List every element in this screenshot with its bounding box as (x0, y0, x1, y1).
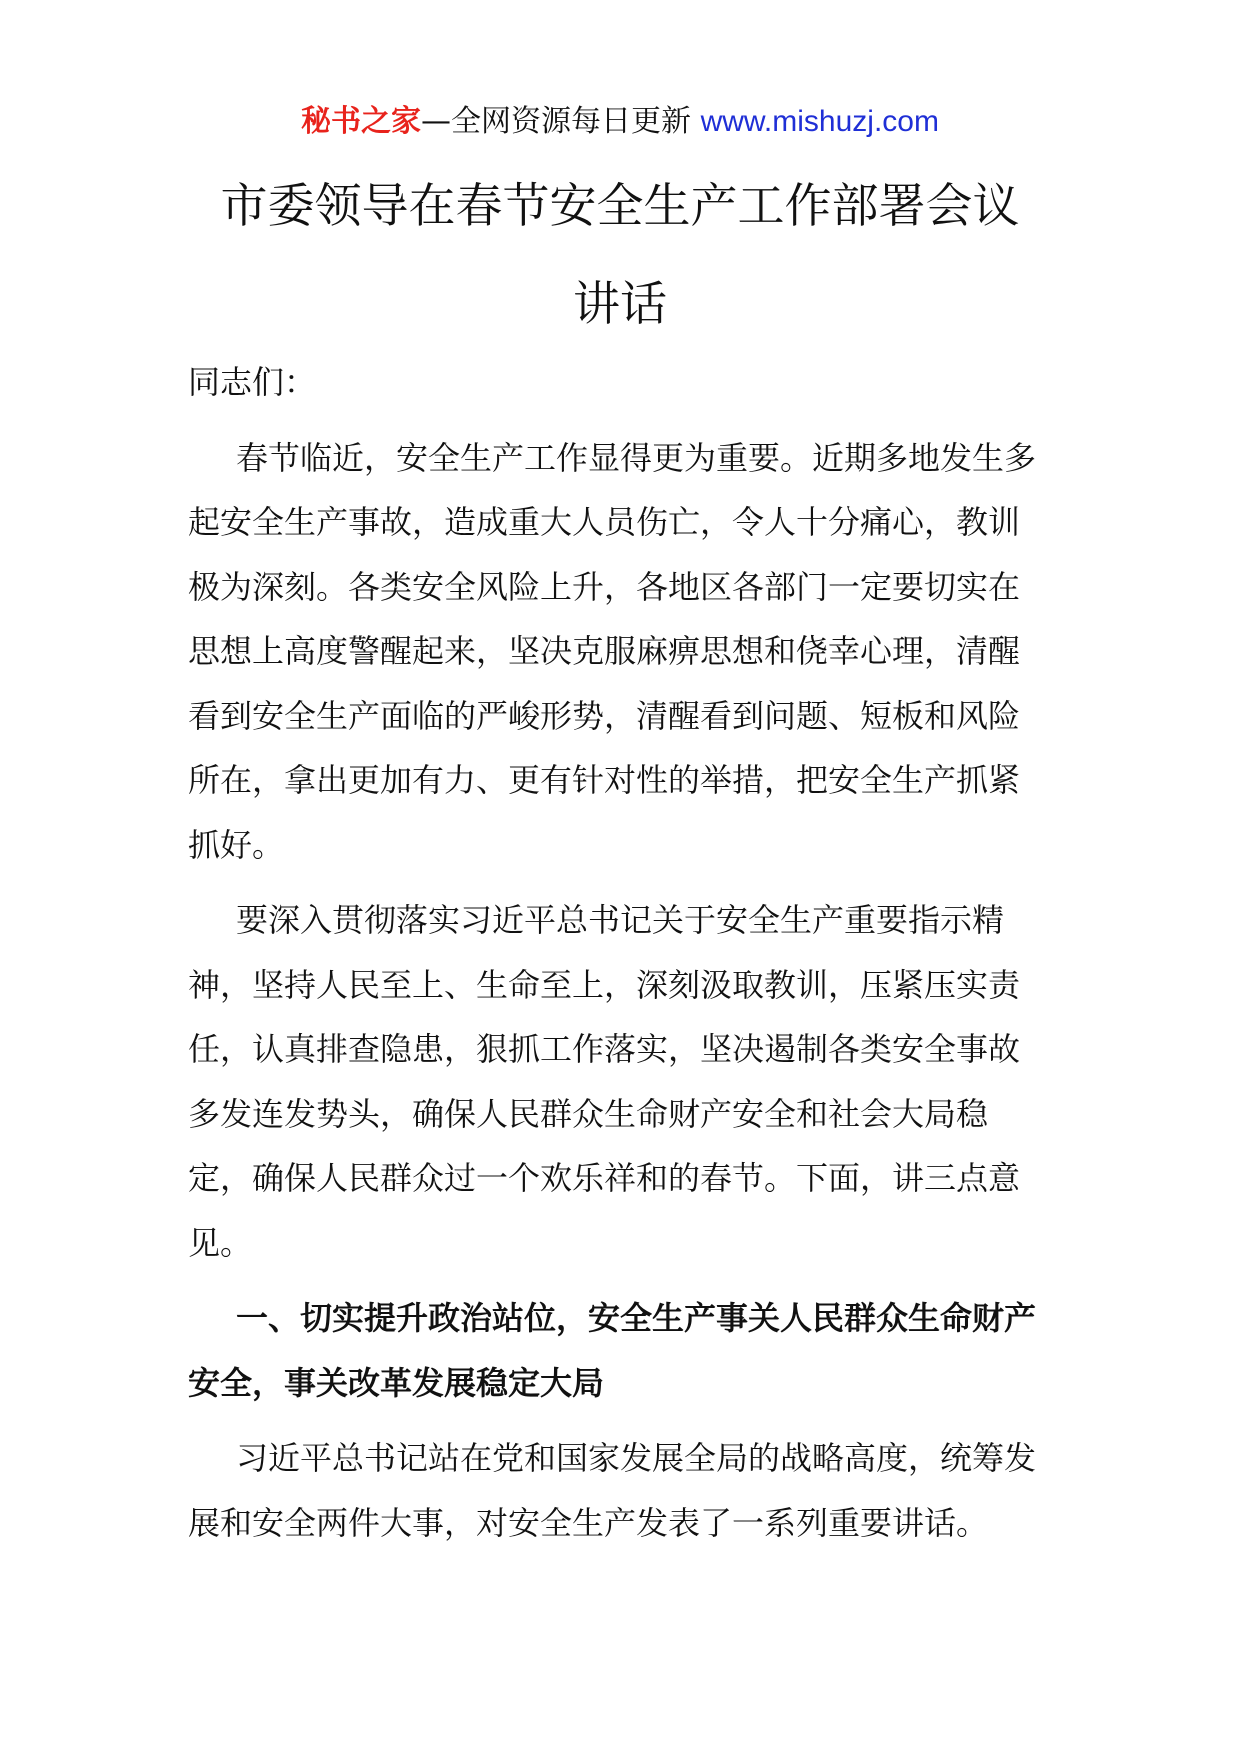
document-title-line2: 讲话 (573, 277, 667, 332)
salutation: 同志们： (188, 363, 317, 401)
brand-slogan: —全网资源每日更新 (421, 104, 692, 139)
brand-name: 秘书之家 (301, 104, 422, 139)
site-url[interactable]: www.mishuzj.com (700, 105, 939, 138)
document-title-line1: 市委领导在春节安全生产工作部署会议 (220, 179, 1020, 234)
paragraph-2: 要深入贯彻落实习近平总书记关于安全生产重要指示精神，坚持人民至上、生命至上，深刻汲取教训，压紧压实责任，认真排查隐患，狠抓工作落实，坚决遏制各类安全事故多发连发势头，确保人民群众生命财产安全和社会大局稳定，确保人民群众过一个欢乐祥和的春节。下面，讲三点意见。 (188, 901, 1021, 1262)
section-heading-1: 一、切实提升政治站位，安全生产事关人民群众生命财产安全，事关改革发展稳定大局 (188, 1299, 1037, 1402)
document-title (0, 158, 1240, 354)
document-body (188, 350, 1048, 1566)
watermark-header (0, 102, 1240, 142)
paragraph-3: 习近平总书记站在党和国家发展全局的战略高度，统筹发展和安全两件大事，对安全生产发表了一系列重要讲话。 (188, 1439, 1037, 1542)
paragraph-1: 春节临近，安全生产工作显得更为重要。近期多地发生多起安全生产事故，造成重大人员伤亡，令人十分痛心，教训极为深刻。各类安全风险上升，各地区各部门一定要切实在思想上高度警醒起来，坚决克服麻痹思想和侥幸心理，清醒看到安全生产面临的严峻形势，清醒看到问题、短板和风险所在，拿出更加有力、更有针对性的举措，把安全生产抓紧抓好。 (188, 438, 1037, 864)
